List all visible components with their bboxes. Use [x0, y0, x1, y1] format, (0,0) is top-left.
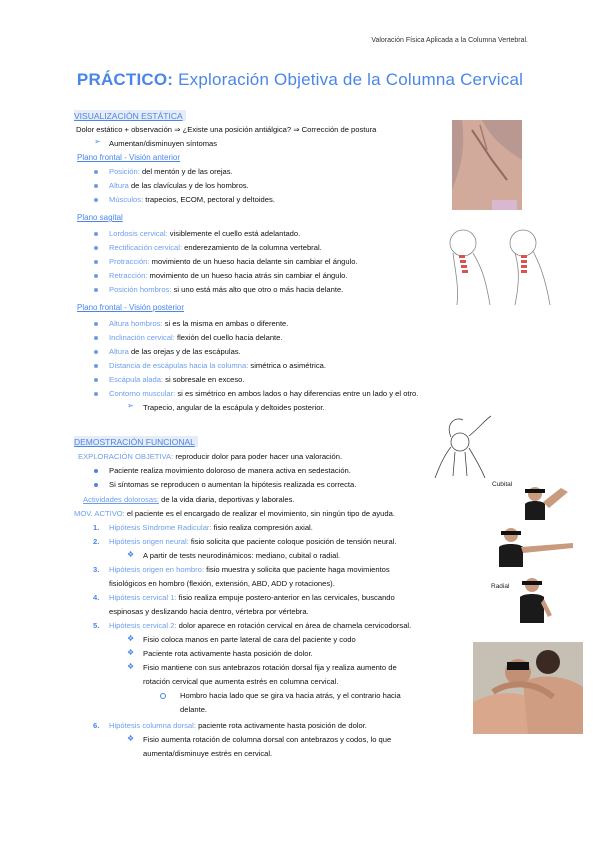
- bullet-icon: [94, 246, 98, 250]
- list-item: Contorno muscular: si es simétrico en ambos lados o hay diferencias entre un lado y el otro.: [109, 389, 419, 398]
- list-item-continuation: fisiológicos en hombro (flexión, extensión, ABD, ADD y rotaciones).: [109, 579, 335, 588]
- diamond-bullet-icon: ❖: [127, 662, 135, 671]
- list-subsubitem-continuation: delante.: [180, 705, 208, 714]
- list-item: Paciente realiza movimiento doloroso de manera activa en sedestación.: [109, 466, 351, 475]
- list-number: 6.: [93, 721, 100, 730]
- title-bold: PRÁCTICO:: [76, 70, 174, 89]
- diamond-bullet-icon: ❖: [127, 734, 135, 743]
- section-functional-heading: DEMOSTRACIÓN FUNCIONAL: [74, 436, 198, 447]
- header-note: Valoración Física Aplicada a la Columna Vertebral.: [371, 37, 528, 44]
- bullet-icon: [94, 288, 98, 292]
- bullet-icon: [94, 274, 98, 278]
- cervical-rotation-test-photo: [473, 642, 583, 734]
- bullet-icon: [94, 378, 98, 382]
- exploration-line: EXPLORACIÓN OBJETIVA: reproducir dolor para poder hacer una valoración.: [78, 452, 343, 461]
- subheading-frontal-posterior: Plano frontal - Visión posterior: [77, 303, 185, 312]
- list-subitem-continuation: rotación cervical que aumenta estrés en columna cervical.: [143, 677, 339, 686]
- bullet-icon: [94, 364, 98, 368]
- neck-anatomy-photo: [452, 120, 522, 210]
- diamond-bullet-icon: ❖: [127, 550, 135, 559]
- list-number: 3.: [93, 565, 100, 574]
- list-item: Hipótesis origen en hombro: fisio muestra y solicita que paciente haga movimientos: [109, 565, 390, 574]
- subheading-frontal-anterior: Plano frontal - Visión anterior: [77, 153, 181, 162]
- activities-line: Actividades dolorosas: de la vida diaria, deportivas y laborales.: [83, 495, 295, 504]
- list-item: Hipótesis cervical 1: fisio realiza empuje postero-anterior en las cervicales, buscando: [109, 593, 395, 602]
- list-item: Posición hombros: si uno está más alto que otro o más hacia delante.: [109, 285, 344, 294]
- list-item: Retracción: movimiento de un hueso hacia atrás sin cambiar el ángulo.: [109, 271, 348, 280]
- list-item: Hipótesis columna dorsal: paciente rota activamente hasta posición de dolor.: [109, 721, 367, 730]
- caption-radial: Radial: [491, 583, 510, 590]
- list-item: Posición: del mentón y de las orejas.: [109, 167, 233, 176]
- median-test-photo: [489, 525, 577, 567]
- list-subitem: Paciente rota activamente hasta posición de dolor.: [143, 649, 313, 658]
- list-subitem: Fisio mantiene con sus antebrazos rotación dorsal fija y realiza aumento de: [143, 663, 397, 672]
- list-item: Si síntomas se reproducen o aumentan la hipótesis realizada es correcta.: [109, 480, 357, 489]
- caption-cubital: Cubital: [492, 481, 513, 488]
- bullet-icon: [94, 260, 98, 264]
- bullet-icon: [94, 198, 98, 202]
- section-static-heading: VISUALIZACIÓN ESTÁTICA: [74, 110, 186, 121]
- bullet-icon: [94, 469, 98, 473]
- bullet-icon: [94, 184, 98, 188]
- axial-compression-sketch: [425, 412, 495, 480]
- list-subitem: A partir de tests neurodinámicos: mediano, cubital o radial.: [143, 551, 341, 560]
- radial-test-photo: [510, 575, 558, 623]
- list-item: Altura de las clavículas y de los hombros.: [109, 181, 249, 190]
- list-subitem: Fisio coloca manos en parte lateral de cara del paciente y codo: [143, 635, 356, 644]
- arrow-bullet-icon: ➢: [94, 137, 101, 146]
- sagittal-posture-illustration: [435, 215, 560, 305]
- active-movement-line: MOV. ACTIVO: el paciente es el encargado de realizar el movimiento, sin ningún tipo de ayuda.: [74, 509, 395, 518]
- list-number: 4.: [93, 593, 100, 602]
- list-item: Lordosis cervical: visiblemente el cuello está adelantado.: [109, 229, 301, 238]
- static-intro-sub: Aumentan/disminuyen síntomas: [109, 139, 218, 148]
- list-item: Inclinación cervical: flexión del cuello hacia delante.: [109, 333, 283, 342]
- list-item: Rectificación cervical: enderezamiento de la columna vertebral.: [109, 243, 322, 252]
- list-item: Hipótesis Síndrome Radicular: fisio realiza compresión axial.: [109, 523, 313, 532]
- subheading-sagital: Plano sagital: [77, 213, 123, 222]
- list-number: 2.: [93, 537, 100, 546]
- bullet-icon: [94, 392, 98, 396]
- ring-bullet-icon: [160, 693, 166, 699]
- list-item: Escápula alada: si sobresale en exceso.: [109, 375, 245, 384]
- bullet-icon: [94, 232, 98, 236]
- diamond-bullet-icon: ❖: [127, 634, 135, 643]
- bullet-icon: [94, 170, 98, 174]
- static-intro: Dolor estático + observación ⇒ ¿Existe una posición antiálgica? ⇒ Corrección de postura: [76, 125, 377, 134]
- list-item: Músculos: trapecios, ECOM, pectoral y deltoides.: [109, 195, 275, 204]
- bullet-icon: [94, 322, 98, 326]
- title-rest: Exploración Objetiva de la Columna Cervical: [173, 70, 524, 89]
- list-number: 1.: [93, 523, 100, 532]
- list-subsubitem: Hombro hacia lado que se gira va hacia atrás, y el contrario hacia: [180, 691, 401, 700]
- list-subitem: Trapecio, angular de la escápula y deltoides posterior.: [143, 403, 325, 412]
- arrow-bullet-icon: ➢: [127, 401, 134, 410]
- list-subitem: Fisio aumenta rotación de columna dorsal con antebrazos y codos, lo que: [143, 735, 392, 744]
- bullet-icon: [94, 483, 98, 487]
- list-item: Altura de las orejas y de las escápulas.: [109, 347, 241, 356]
- list-item: Hipótesis origen neural: fisio solicita que paciente coloque posición de tensión neural.: [109, 537, 397, 546]
- diamond-bullet-icon: ❖: [127, 648, 135, 657]
- list-number: 5.: [93, 621, 100, 630]
- list-item: Protracción: movimiento de un hueso hacia delante sin cambiar el ángulo.: [109, 257, 358, 266]
- list-subitem-continuation: aumenta/disminuye estrés en cervical.: [143, 749, 273, 758]
- ulnar-test-photo: [513, 480, 573, 520]
- list-item: Distancia de escápulas hacia la columna: simétrica o asimétrica.: [109, 361, 326, 370]
- bullet-icon: [94, 350, 98, 354]
- list-item: Hipótesis cervical 2: dolor aparece en rotación cervical en área de charnela cervicodorsal.: [109, 621, 412, 630]
- page-title: [0, 70, 600, 90]
- list-item: Altura hombros: si es la misma en ambas o diferente.: [109, 319, 289, 328]
- bullet-icon: [94, 336, 98, 340]
- list-item-continuation: espinosas y deslizando hacia dentro, vértebra por vértebra.: [109, 607, 309, 616]
